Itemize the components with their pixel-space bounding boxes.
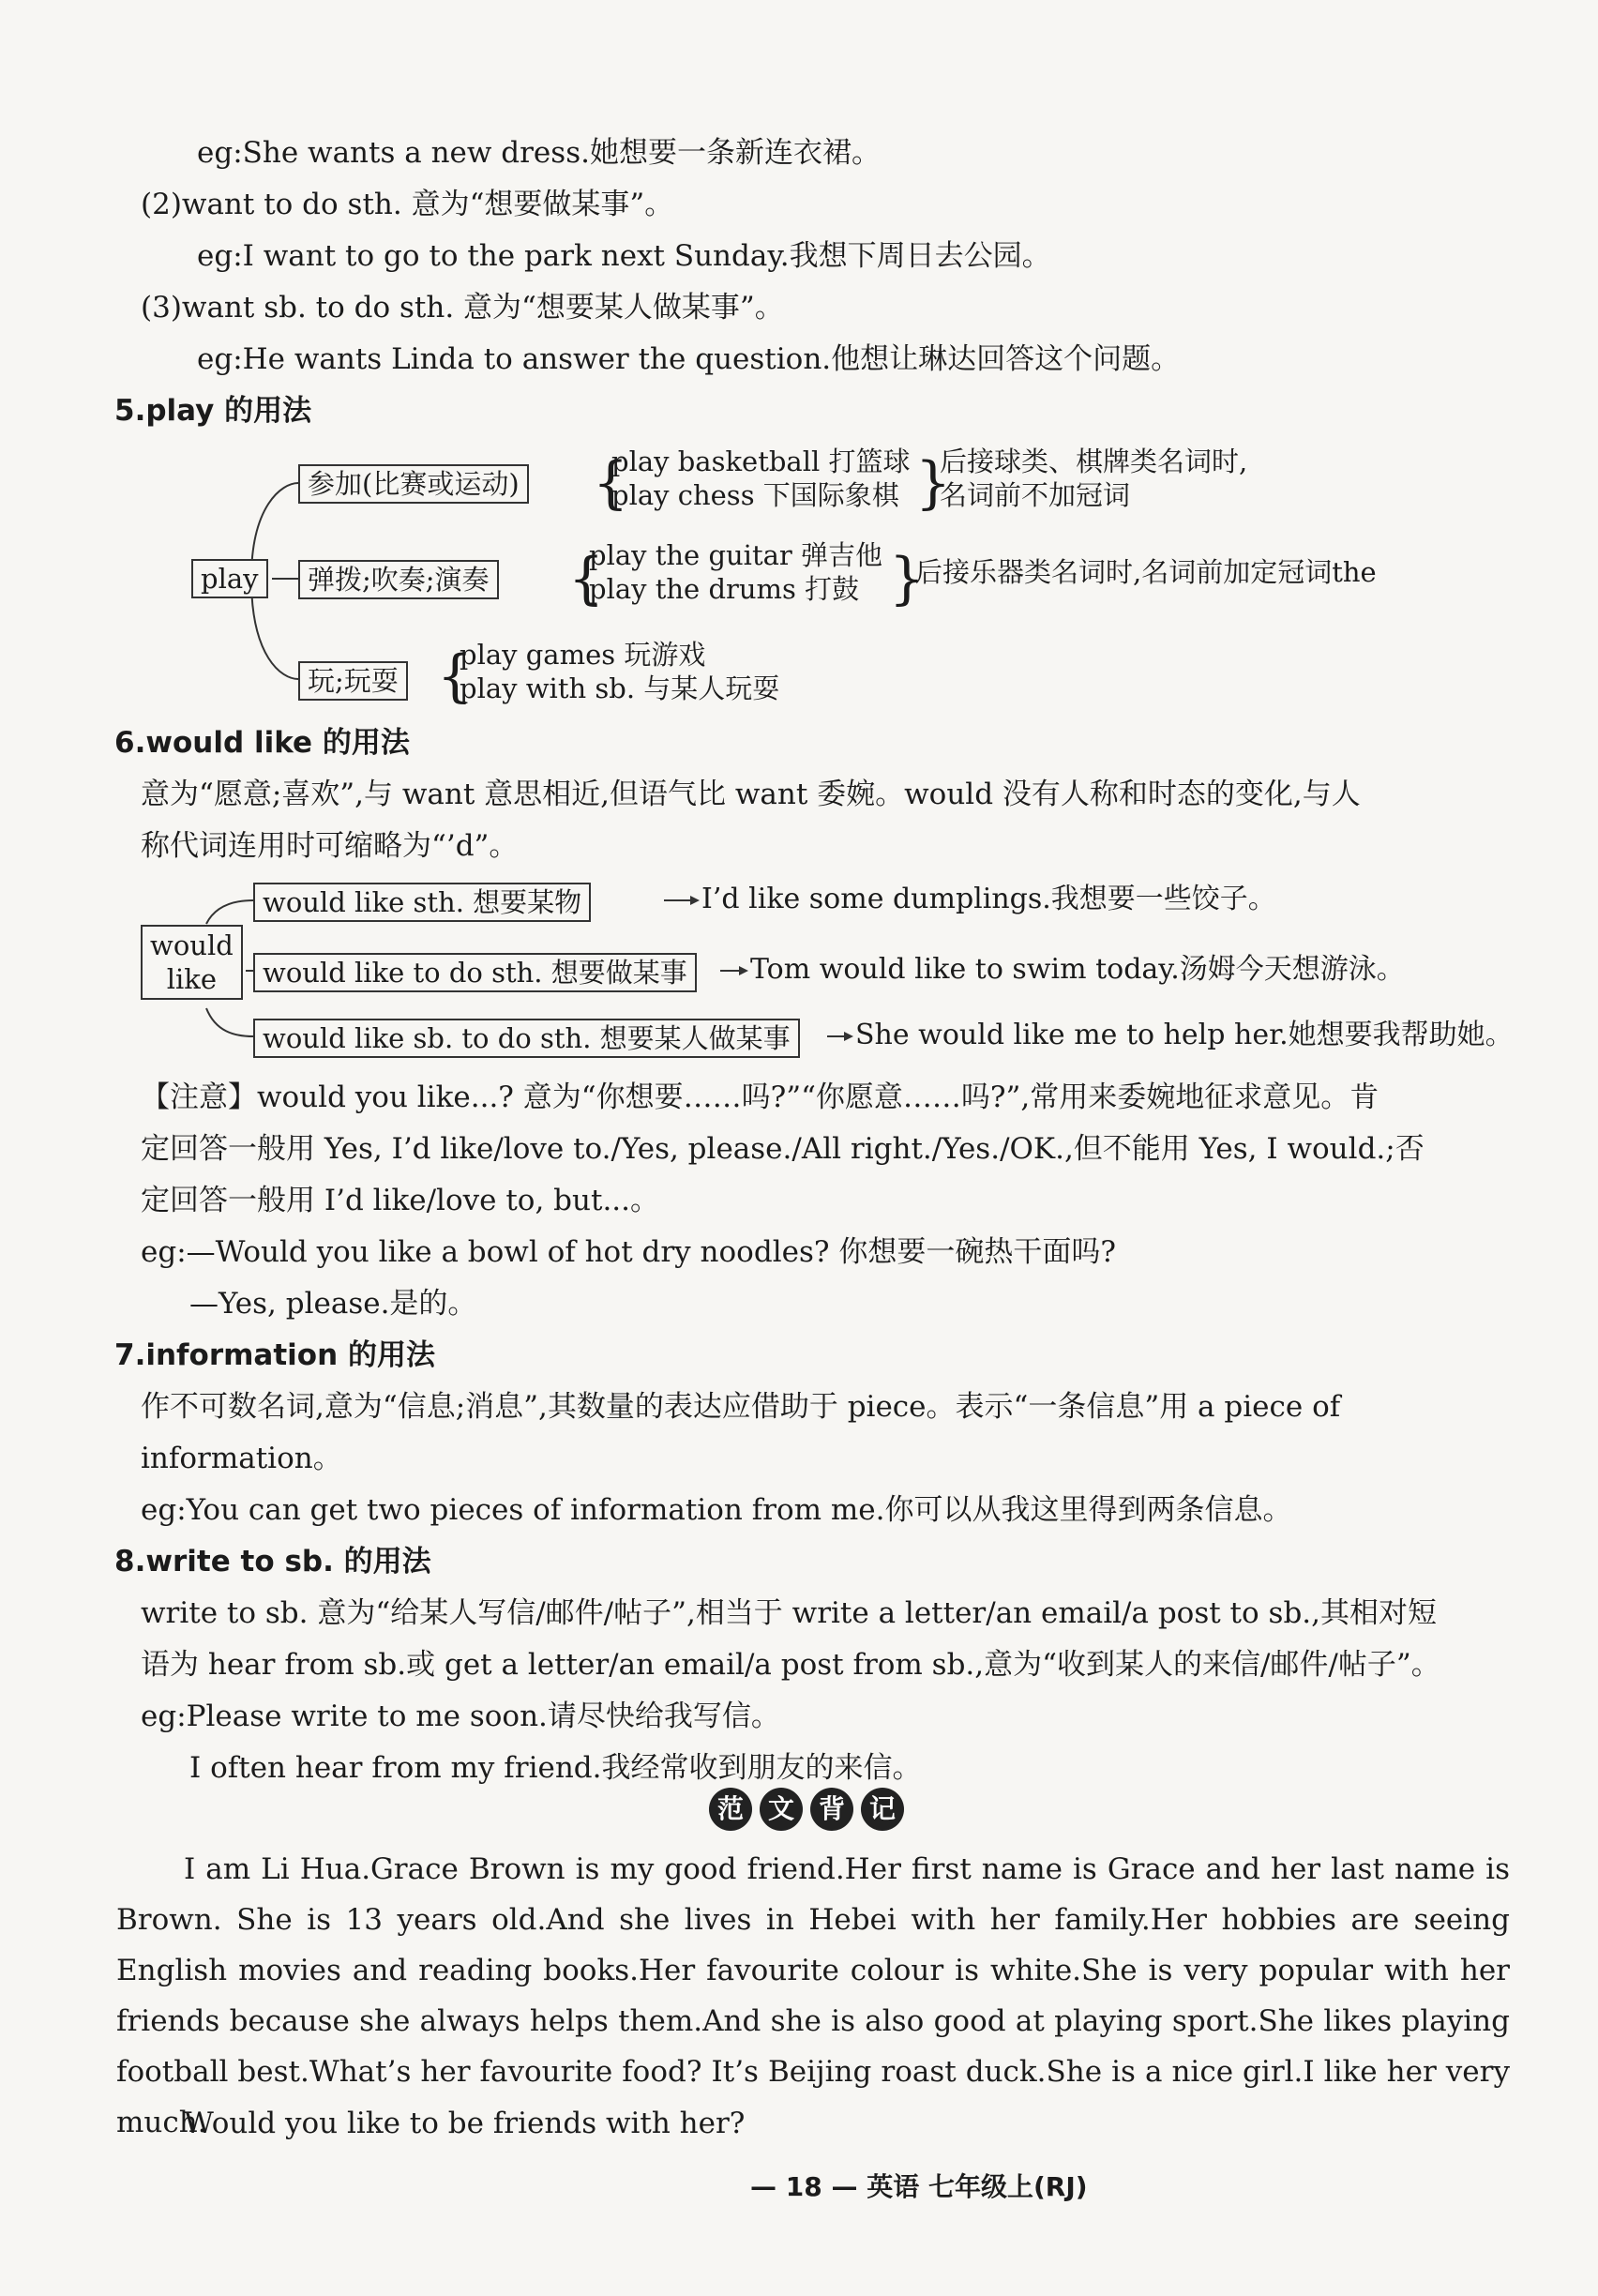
section-heading: 6.would like 的用法 <box>114 726 410 760</box>
brace: { <box>568 546 605 612</box>
paragraph-line: 语为 hear from sb.或 get a letter/an email/a post from sb.,意为“收到某人的来信/邮件/帖子”。 <box>141 1648 1440 1682</box>
play-root: play <box>191 559 268 598</box>
example-sentence: eg:—Would you like a bowl of hot dry noodles? 你想要一碗热干面吗? <box>141 1235 1116 1269</box>
paragraph-line: 意为“愿意;喜欢”,与 want 意思相近,但语气比 want 委婉。would 没有人称和时态的变化,与人 <box>141 778 1361 811</box>
title-badge: 范 <box>709 1788 752 1831</box>
section-heading: 7.information 的用法 <box>114 1338 435 1372</box>
play-branch-label: 参加(比赛或运动) <box>298 464 529 504</box>
example-sentence: I often hear from my friend.我经常收到朋友的来信。 <box>189 1751 922 1785</box>
play-note: 后接球类、棋牌类名词时, <box>940 446 1248 477</box>
would-like-root-line: would <box>150 929 234 961</box>
model-essay-title <box>705 1788 908 1831</box>
section-heading: 5.play 的用法 <box>114 394 312 428</box>
play-item: play basketball 打篮球 <box>611 446 911 477</box>
usage-point: (2)want to do sth. 意为“想要做某事”。 <box>141 188 674 221</box>
section-heading: 8.write to sb. 的用法 <box>114 1545 431 1578</box>
play-branch-label: 弹拨;吹奏;演奏 <box>298 560 499 599</box>
play-note: 后接乐器类名词时,名词前加定冠词the <box>915 556 1377 588</box>
would-like-root <box>141 925 243 1000</box>
title-badge: 文 <box>760 1788 803 1831</box>
paragraph-line: 作不可数名词,意为“信息;消息”,其数量的表达应借助于 piece。表示“一条信息”用 a piece of <box>141 1390 1341 1424</box>
play-note: 名词前不加冠词 <box>940 479 1131 511</box>
brace: } <box>889 546 926 612</box>
example-sentence: —Yes, please.是的。 <box>189 1287 477 1321</box>
example-sentence: eg:I want to go to the park next Sunday.我想下周日去公园。 <box>197 239 1051 273</box>
brace: { <box>437 643 474 709</box>
example-sentence: eg:You can get two pieces of information from me.你可以从我这里得到两条信息。 <box>141 1493 1292 1527</box>
would-like-pattern: would like to do sth. 想要做某事 <box>253 953 697 992</box>
would-like-example: I’d like some dumplings.我想要一些饺子。 <box>701 883 1276 915</box>
play-item: play with sb. 与某人玩耍 <box>460 672 780 704</box>
example-sentence: eg:She wants a new dress.她想要一条新连衣裙。 <box>197 136 881 170</box>
usage-point: (3)want sb. to do sth. 意为“想要某人做某事”。 <box>141 291 784 325</box>
play-item: play the guitar 弹吉他 <box>589 539 882 571</box>
play-item: play games 玩游戏 <box>460 639 706 671</box>
note-line: 定回答一般用 I’d like/love to, but...。 <box>141 1184 660 1217</box>
note-line: 定回答一般用 Yes, I’d like/love to./Yes, please./All right./Yes./OK.,但不能用 Yes, I would.;否 <box>141 1132 1425 1166</box>
example-sentence: eg:He wants Linda to answer the question.他想让琳达回答这个问题。 <box>197 342 1181 376</box>
brace: } <box>915 450 952 516</box>
paragraph-line: information。 <box>141 1442 342 1475</box>
paragraph-line: write to sb. 意为“给某人写信/邮件/帖子”,相当于 write a letter/an email/a post to sb.,其相对短 <box>141 1596 1437 1630</box>
would-like-pattern: would like sth. 想要某物 <box>253 883 591 922</box>
model-essay-paragraph: I am Li Hua.Grace Brown is my good friend.Her first name is Grace and her last name is Brown. She is 13 years old.And she lives in Hebei with her family.Her hobbies are seeing English movies and reading books.Her favourite colour is white.She is very popular with her friends because she always helps them.And she is also good at playing sport.She likes playing football best.What’s her favourite food? It’s Beijing roast duck.She is a nice girl.I like her very much. <box>116 1852 1510 2139</box>
page-footer: — 18 — 英语 七年级上(RJ) <box>750 2171 1088 2202</box>
note-line: 【注意】would you like...? 意为“你想要……吗?”“你愿意……吗?”,常用来委婉地征求意见。肯 <box>141 1080 1379 1114</box>
paragraph-line: 称代词连用时可缩略为“’d”。 <box>141 829 519 863</box>
would-like-pattern: would like sb. to do sth. 想要某人做某事 <box>253 1019 800 1058</box>
example-sentence: eg:Please write to me soon.请尽快给我写信。 <box>141 1699 780 1733</box>
title-badge: 背 <box>810 1788 853 1831</box>
brace: { <box>593 450 629 516</box>
model-essay-last-line: Would you like to be friends with her? <box>184 2107 746 2140</box>
play-branch-label: 玩;玩耍 <box>298 661 408 701</box>
would-like-example: Tom would like to swim today.汤姆今天想游泳。 <box>750 953 1405 986</box>
play-item: play chess 下国际象棋 <box>611 479 899 511</box>
would-like-root-line: like <box>166 963 218 995</box>
title-badge: 记 <box>861 1788 904 1831</box>
play-item: play the drums 打鼓 <box>589 573 860 605</box>
would-like-example: She would like me to help her.她想要我帮助她。 <box>855 1019 1514 1051</box>
